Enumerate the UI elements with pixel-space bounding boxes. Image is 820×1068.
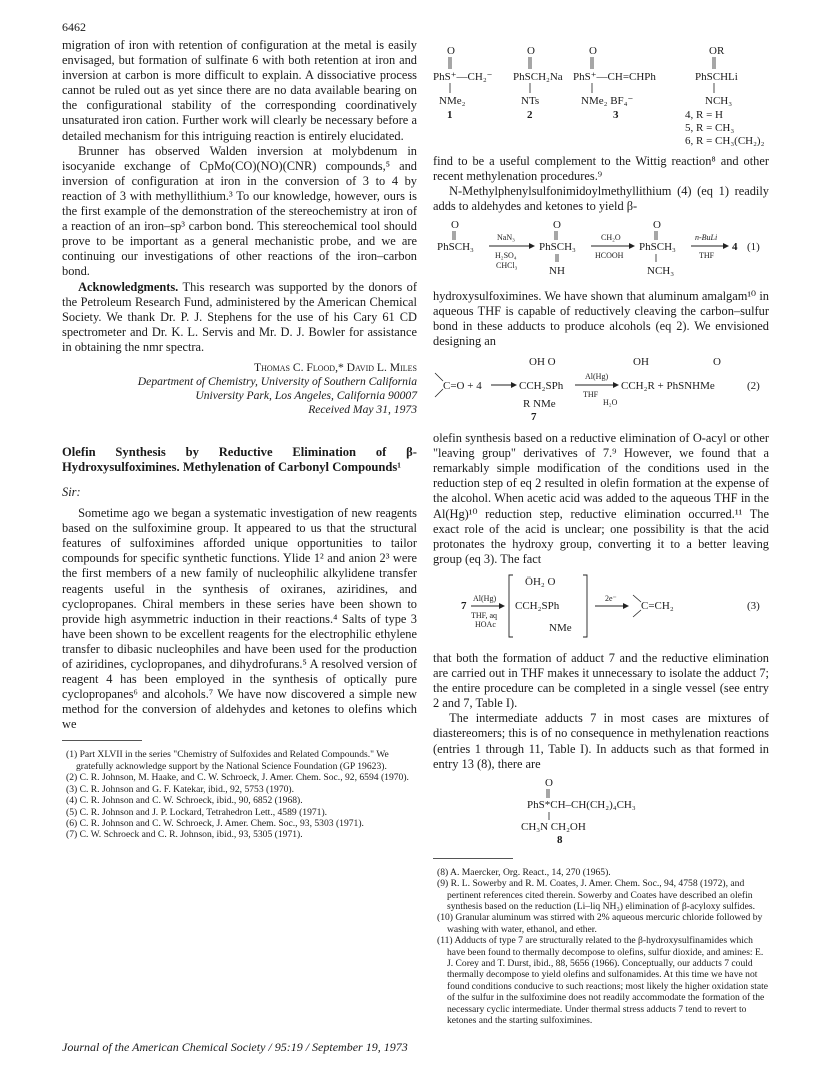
paragraph: olefin synthesis based on a reductive elimination of O-acyl or other "leaving group" derivatives of 7.⁹ However, we found that a remarkably simple modification of the conditions used in the reduction step of eq 2 resulted in olefin formation at the expense of the alcohol. When acetic acid was added to the aqueous THF in the Al(Hg)¹⁰ reduction step, reductive elimination occurred.¹¹ The exact role of the acid is unclear; one possibility is that the acid protonates the hydroxy group, converting it to a better leaving group (eq 3). The fact xyxy=(433,431,769,566)
eq1-c-formula: PhSCH₃ xyxy=(639,241,676,254)
eq1-product: 4 xyxy=(732,241,738,254)
footnote: (4) C. R. Johnson and C. W. Schroeck, ibid., 90, 6852 (1968). xyxy=(66,795,303,807)
s6-def: 6, R = CH₃(CH₂)₂ xyxy=(685,135,765,146)
eq1-reagent-3b: THF xyxy=(699,251,715,261)
eq2-rhs-oh: OH xyxy=(633,355,649,368)
eq2-label: 7 xyxy=(531,410,537,423)
eq1-b-nh: NH xyxy=(549,265,565,278)
eq2-adduct-bot: R NMe xyxy=(523,397,556,410)
footnote: (11) Adducts of type 7 are structurally related to the β-hydroxysulfinamides which have been found to thermally decompose to olefins, sulfur dioxide, and amines: E. J. Corey and T. Durst, ibid., 88, 5656 (1966). Conceptually, our adducts 7 could thermally decompose to yield olefins and sulfonamides. At this time we have not found conditions conducive to such reactions; most likely the higher oxidation state of the sulfur in the sulfoximine does not readily accommodate the formation of the necessary cyclic intermediate. Under thermal stress adducts 7 tend to revert to ketones and the starting sulfoximines. xyxy=(437,935,769,1027)
s4-or: OR xyxy=(709,45,725,57)
eq3-top: ÖH₂ O xyxy=(525,575,556,588)
acknowledgments xyxy=(62,280,417,355)
footnote: (7) C. W. Schroeck and C. R. Johnson, ibid., 93, 5305 (1971). xyxy=(66,829,303,841)
footnote-rule xyxy=(62,740,142,741)
paragraph: that both the formation of adduct 7 and the reductive elimination are carried out in THF makes it unnecessary to isolate the adduct 7; the entire procedure can be completed in a single vessel (see entry 2 and 7, Table I). xyxy=(433,650,769,711)
eq1-reagent-2: CH₂O xyxy=(601,233,621,243)
eq2-reagent-c: H₂O xyxy=(603,397,618,407)
s4-def: 4, R = H xyxy=(685,109,723,121)
page-number: 6462 xyxy=(62,20,86,34)
journal-footer: Journal of the American Chemical Society / 95:19 / September 19, 1973 xyxy=(62,1040,408,1054)
structure-8 xyxy=(433,776,769,850)
s8-number: 8 xyxy=(557,833,563,846)
eq1-a-oxygen: O xyxy=(451,219,459,232)
eq3-number: (3) xyxy=(747,599,760,612)
eq3-product: C=CH₂ xyxy=(641,599,674,612)
eq1-b-oxygen: O xyxy=(553,219,561,232)
paragraph: The intermediate adducts 7 in most cases are mixtures of diastereomers; this is of no consequence in methylenation reactions (entries 1 through 11, Table I). In adducts such as that formed in entry 13 (8), there are xyxy=(433,711,769,771)
footnotes xyxy=(433,867,769,1027)
s2-nts: NTs xyxy=(521,95,540,107)
footnotes xyxy=(62,749,417,840)
paragraph: Sometime ago we began a systematic investigation of new reagents based on the sulfoximine group. It appeared to us that the structural features of sulfoximines afforded unique opportunities to tailor compounds for specific synthetic functions. Ylide 1² and anion 2³ were the first members of a new family of nucleophilic alkylidene transfer reagents useful in the synthesis of oxiranes, aziridines, and cyclopropanes. Chiral members in these series have been shown to provide high asymmetric induction in their reactions.⁴ Salts of type 3 have been shown to be excellent reagents for the electrophilic ethylene transfer to dibasic nucleophiles and have been used for the production of aziridines, cyclopropanes, and dihydrofurans.⁵ A resolved version of reagent 4 has been employed in the synthesis of optically pure cyclopropanes⁶ and alcohols.⁷ We have now discovered a simple new method for the conversion of aldehydes and ketones to olefins which we xyxy=(62,506,417,732)
s8-bottom: CH₃N CH₂OH xyxy=(521,820,586,833)
received-date: Received May 31, 1973 xyxy=(308,402,417,416)
eq1-reagent-1: NaN₃ xyxy=(497,233,515,243)
s4-nch3: NCH₃ xyxy=(705,95,733,107)
paragraph: find to be a useful complement to the Wittig reaction⁸ and other recent methylenation procedures.⁹ xyxy=(433,154,769,184)
eq2-reagent: Al(Hg) xyxy=(585,371,609,381)
footnote: (9) R. L. Sowerby and R. M. Coates, J. Amer. Chem. Soc., 94, 4758 (1972), and pertinent references cited therein. Sowerby and Coates have described an olefin synthesis based on the reduction (Li–liq NH₃) elimination of β-acyloxy sulfides. xyxy=(437,878,755,913)
footnote: (3) C. R. Johnson and G. F. Katekar, ibid., 92, 5753 (1970). xyxy=(66,783,295,795)
ack-text: This research was supported by the donors of the Petroleum Research Fund, administered by the American Chemical Society. We thank Dr. P. J. Stephens for the use of his Cary 61 CD spectrometer and Dr. K. L. Servis and Mr. D. J. Bowler for assistance in obtaining the nmr spectra. xyxy=(62,279,417,354)
eq3-electrons: 2e⁻ xyxy=(605,593,617,603)
s3-formula: PhS⁺—CH=CHPh xyxy=(573,71,656,83)
article-title: Olefin Synthesis by Reductive Elimination of β-Hydroxysulfoximines. Methylenation of Carbonyl Compounds¹ xyxy=(62,444,417,474)
s5-def: 5, R = CH₃ xyxy=(685,122,735,134)
s1-nme2: NMe₂ xyxy=(439,95,466,107)
s4-formula: PhSCHLi xyxy=(695,71,738,83)
author-signature xyxy=(62,361,417,417)
eq2-number: (2) xyxy=(747,379,760,392)
eq1-reagent-1c: CHCl₃ xyxy=(496,261,518,271)
footnote: (8) A. Maercker, Org. React., 14, 270 (1965). xyxy=(437,866,611,878)
s8-oxygen: O xyxy=(545,776,553,789)
eq1-b-formula: PhSCH₃ xyxy=(539,241,576,254)
s1-oxygen: O xyxy=(447,45,455,57)
right-column xyxy=(433,38,769,1027)
eq1-a-formula: PhSCH₃ xyxy=(437,241,474,254)
footnote: (2) C. R. Johnson, M. Haake, and C. W. Schroeck, J. Amer. Chem. Soc., 92, 6594 (1970). xyxy=(66,772,409,784)
eq2-rhs-o: O xyxy=(713,355,721,368)
eq2-rhs: CCH₂R + PhSNHMe xyxy=(621,379,715,392)
footnote: (10) Granular aluminum was stirred with 2% aqueous mercuric chloride followed by washing with water, ethanol, and ether. xyxy=(437,912,763,935)
s1-formula: PhS⁺—CH₂⁻ xyxy=(433,71,493,83)
eq2-adduct-top: OH O xyxy=(529,355,556,368)
eq2-reagent-b: THF xyxy=(583,389,599,399)
equation-3 xyxy=(433,571,769,647)
eq1-reagent-3: n-BuLi xyxy=(695,233,718,243)
author-names: Thomas C. Flood,* David L. Miles xyxy=(254,360,417,374)
left-column xyxy=(62,38,417,841)
paragraph: Brunner has observed Walden inversion at molybdenum in isocyanide exchange of CpMo(CO)(NO)(CNR) compounds,⁵ and inversion of configuration at iron in the conversion of 3 to 4 by reaction of 3 with methyllithium.³ To our knowledge, however, ours is the first example of the demonstration of the stereochemistry at iron of a reaction of an iron–sp³ carbon bond. This stereochemical tool should prove to be important as a general mechanistic probe, and we are continuing our investigations of other reactions of the iron–carbon bond. xyxy=(62,143,417,279)
s3-number: 3 xyxy=(613,109,619,121)
s2-formula: PhSCH₂Na xyxy=(513,71,563,83)
eq1-reagent-1b: H₂SO₄ xyxy=(495,251,517,261)
eq1-c-nch3: NCH₃ xyxy=(647,265,675,278)
paragraph: N-Methylphenylsulfonimidoylmethyllithium (4) (eq 1) readily adds to aldehydes and ketones to yield β- xyxy=(433,184,769,214)
eq1-c-oxygen: O xyxy=(653,219,661,232)
eq2-lhs: C=O + 4 xyxy=(443,379,482,392)
equation-1 xyxy=(433,218,769,284)
author-place: University Park, Los Angeles, California 90007 xyxy=(195,388,417,402)
s2-oxygen: O xyxy=(527,45,535,57)
s1-number: 1 xyxy=(447,109,453,121)
eq1-number: (1) xyxy=(747,241,760,254)
eq3-reagent: Al(Hg) xyxy=(473,593,497,603)
footnote: (1) Part XLVII in the series "Chemistry of Sulfoxides and Related Compounds." We gratefully acknowledge support by the National Science Foundation (GP 19623). xyxy=(66,749,389,772)
s3-oxygen: O xyxy=(589,45,597,57)
author-department: Department of Chemistry, University of Southern California xyxy=(137,374,417,388)
s2-number: 2 xyxy=(527,109,533,121)
footnote: (5) C. R. Johnson and J. P. Lockard, Tetrahedron Lett., 4589 (1971). xyxy=(66,806,328,818)
salutation: Sir: xyxy=(62,484,81,499)
ack-label: Acknowledgments. xyxy=(78,279,179,294)
eq1-reagent-2b: HCOOH xyxy=(595,251,624,261)
structures-1-6 xyxy=(433,42,769,150)
paragraph: migration of iron with retention of configuration at the metal is easily envisaged, but formation of sulfinate 6 with both retention at iron and inversion at carbon is more difficult to explain. A dissociative process cannot be ruled out as yet since there are no data available bearing on the configurational stability of the corresponding coordinatively unsaturated iron cation. Further work will clearly be necessary before a detailed mechanism for this intriguing reaction is entirely elucidated. xyxy=(62,38,417,143)
s8-formula: PhS*CH–CH(CH₂)₄CH₃ xyxy=(527,798,636,811)
equation-2 xyxy=(433,353,769,427)
paragraph: hydroxysulfoximines. We have shown that aluminum amalgam¹⁰ in aqueous THF is capable of reductively cleaving the carbon–sulfur bond in these adducts to produce alcohols (eq 2). We envisioned designing an xyxy=(433,288,769,348)
footnote: (6) C. R. Johnson and C. W. Schroeck, J. Amer. Chem. Soc., 93, 5303 (1971). xyxy=(66,817,364,829)
eq3-reagent-c: HOAc xyxy=(475,619,496,629)
s3-nme2: NMe₂ BF₄⁻ xyxy=(581,95,634,107)
eq2-adduct: CCH₂SPh xyxy=(519,379,564,392)
eq3-reagent-b: THF, aq xyxy=(471,610,498,620)
eq3-bot: NMe xyxy=(549,621,572,634)
footnote-rule xyxy=(433,858,513,859)
eq3-start: 7 xyxy=(461,599,467,612)
eq3-mid: CCH₂SPh xyxy=(515,599,560,612)
